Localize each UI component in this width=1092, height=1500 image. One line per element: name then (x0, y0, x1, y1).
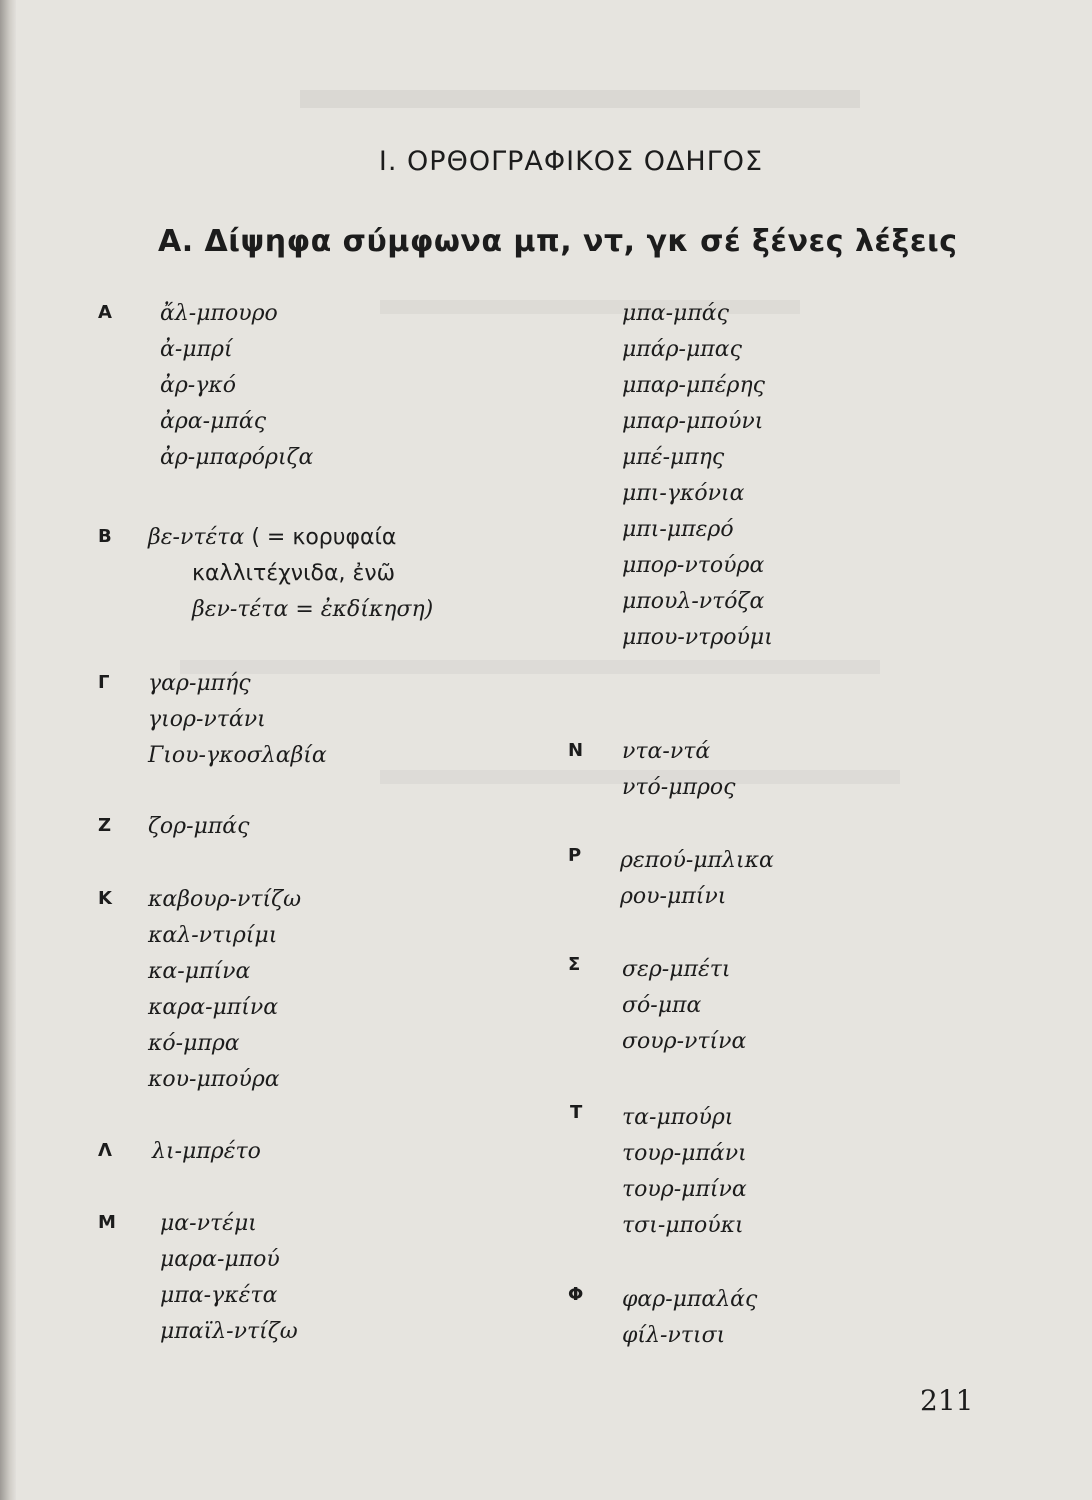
word: γαρ-μπής (148, 671, 251, 696)
page-number: 211 (920, 1384, 974, 1417)
word: ντό-μπρος (622, 775, 736, 800)
word: μπέ-μπης (622, 445, 725, 470)
word: μπορ-ντούρα (622, 553, 765, 578)
section-letter: Β (98, 526, 112, 547)
word: μπουλ-ντόζα (622, 589, 765, 614)
word: βε-ντέτα (148, 525, 245, 550)
book-spine-shadow (0, 0, 16, 1500)
section-letter: Φ (568, 1284, 584, 1305)
word: σερ-μπέτι (622, 957, 731, 982)
section-letter: Σ (568, 954, 581, 975)
word: ρου-μπίνι (620, 884, 727, 909)
section-letter: Γ (98, 672, 110, 693)
section-beta (98, 520, 434, 628)
section-zeta (98, 809, 250, 845)
word: μπαρ-μπούνι (622, 409, 764, 434)
page-title: I. ΟΡΘΟΓΡΑΦΙΚΟΣ ΟΔΗΓΟΣ (378, 146, 764, 177)
word: φίλ-ντισι (622, 1323, 726, 1348)
section-letter: Α (98, 302, 112, 323)
section-phi (568, 1282, 758, 1354)
word: μαρα-μπού (160, 1247, 280, 1272)
word: τσι-μπούκι (622, 1213, 744, 1238)
word: μπα-μπάς (622, 301, 729, 326)
word: κό-μπρα (148, 1031, 240, 1056)
word: μπου-ντρούμι (622, 625, 773, 650)
word: ρεπού-μπλικα (620, 848, 774, 873)
section-letter: Τ (570, 1102, 583, 1123)
section-title: Α. Δίψηφα σύμφωνα μπ, ντ, γκ σέ ξένες λέξεις (158, 224, 958, 259)
word: ἄλ-μπουρο (160, 301, 278, 326)
section-alpha (98, 296, 314, 476)
word: μπι-γκόνια (622, 481, 745, 506)
bleed-through (300, 90, 860, 108)
word: τουρ-μπίνα (622, 1177, 747, 1202)
word: ἀρ-γκό (160, 373, 237, 398)
word: καρα-μπίνα (148, 995, 279, 1020)
word: κου-μπούρα (148, 1067, 280, 1092)
word: μπαϊλ-ντίζω (160, 1319, 298, 1344)
word-line (148, 520, 433, 556)
section-rho (568, 843, 774, 915)
word: σουρ-ντίνα (622, 1029, 747, 1054)
word: μπαρ-μπέρης (622, 373, 765, 398)
section-letter: Κ (98, 888, 112, 909)
word-line: βεν-τέτα = ἐκδίκηση) (192, 597, 434, 622)
section-mu (98, 1206, 298, 1350)
word: τουρ-μπάνι (622, 1141, 747, 1166)
word: ἀ-μπρί (160, 337, 233, 362)
word: ζορ-μπάς (148, 814, 250, 839)
word: μα-ντέμι (160, 1211, 257, 1236)
word: ντα-ντά (622, 739, 711, 764)
section-nu (568, 734, 736, 806)
section-lambda (98, 1134, 261, 1170)
section-letter: Ρ (568, 845, 582, 866)
word: ἀρ-μπαρόριζα (160, 445, 314, 470)
section-tau (570, 1100, 747, 1244)
word: Γιου-γκοσλαβία (148, 743, 327, 768)
section-mu-continued (622, 296, 773, 656)
word: καβουρ-ντίζω (148, 887, 302, 912)
word: μπι-μπερό (622, 517, 734, 542)
word: ἀρα-μπάς (160, 409, 267, 434)
definition-line: καλλιτέχνιδα, ἐνῶ (192, 561, 396, 586)
word: φαρ-μπαλάς (622, 1287, 758, 1312)
word: σό-μπα (622, 993, 702, 1018)
section-letter: Λ (98, 1140, 112, 1161)
section-letter: Ζ (98, 815, 112, 836)
word: μπάρ-μπας (622, 337, 742, 362)
word: μπα-γκέτα (160, 1283, 278, 1308)
word: λι-μπρέτο (152, 1139, 261, 1164)
definition-note: ( = κορυφαία (251, 525, 397, 550)
word: γιορ-ντάνι (148, 707, 266, 732)
section-gamma (98, 666, 327, 774)
section-sigma (568, 952, 747, 1060)
word: τα-μπούρι (622, 1105, 734, 1130)
section-letter: Ν (568, 740, 584, 761)
section-letter: Μ (98, 1212, 116, 1233)
word: καλ-ντιρίμι (148, 923, 278, 948)
word: κα-μπίνα (148, 959, 251, 984)
section-kappa (98, 882, 302, 1098)
